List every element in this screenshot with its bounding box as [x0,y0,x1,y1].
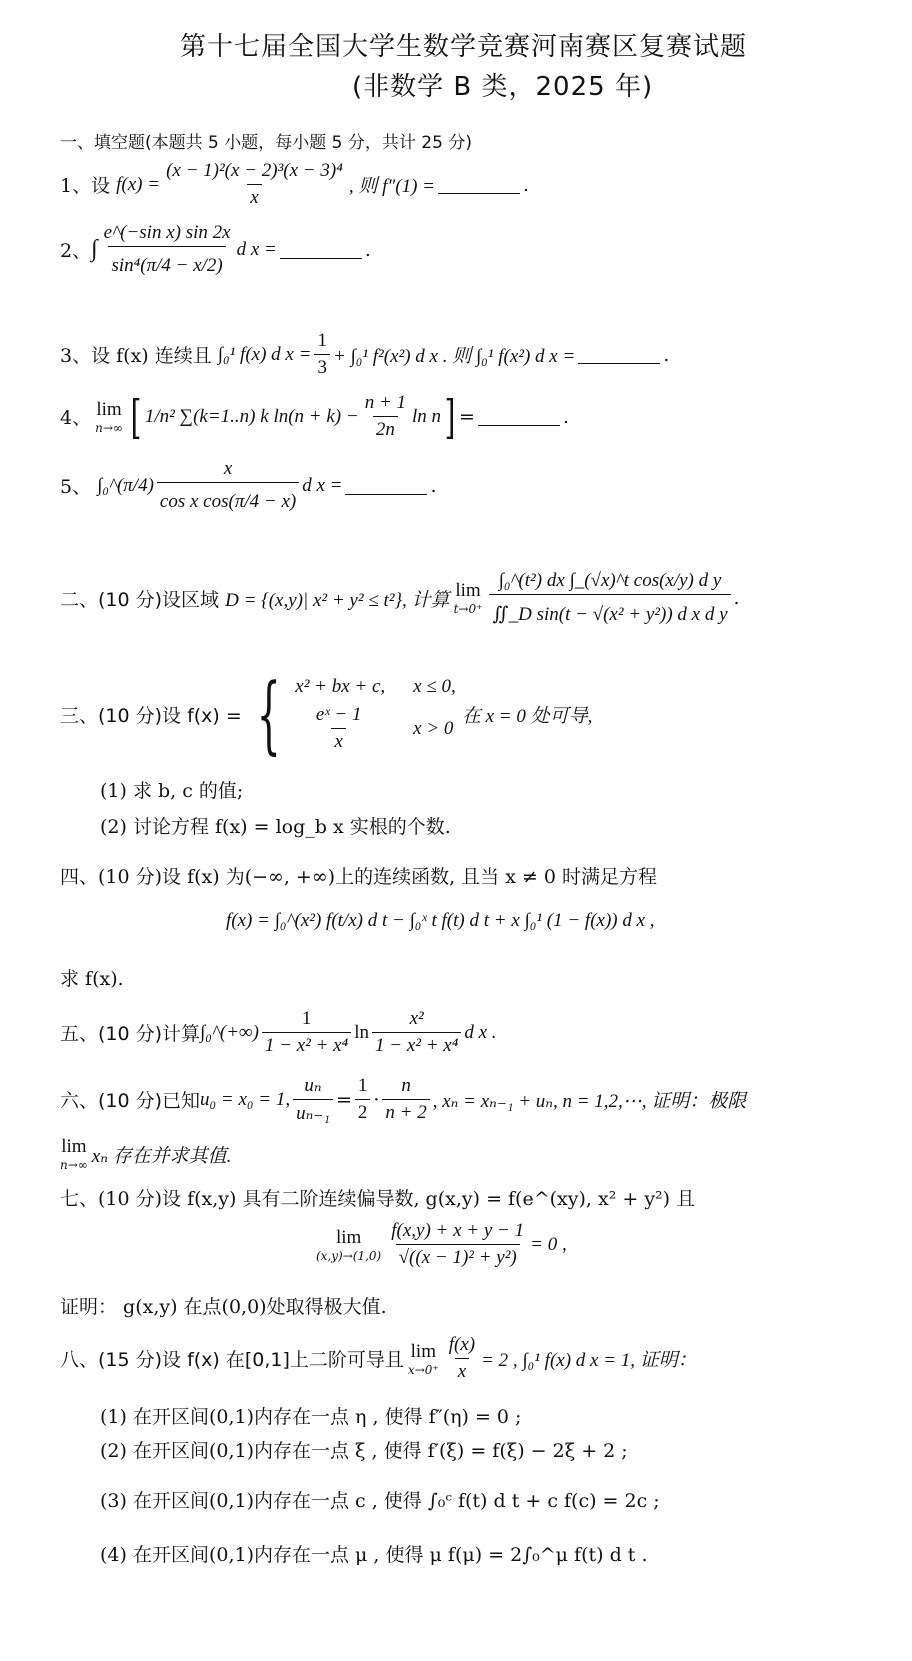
question-3: 3、设 f(x) 连续且 ∫₀¹ f(x) d x = $\frac{1}{3}$ + ∫₀¹ f²(x²) d x . 则 ∫₀¹ f(x²) d x = . [60,330,670,378]
answer-blank-4 [478,407,560,426]
lim-text: lim [410,1340,436,1362]
s6-text-b: , xₙ = xₙ₋₁ + uₙ, n = 1,2,⋯, 证明：极限 [432,1091,747,1112]
q1-denominator: x [247,184,261,209]
s6-fraction-1 [293,1074,333,1125]
q5-tail: d x = [302,474,343,496]
s8-part-1: (1) 在开区间(0,1)内存在一点 η , 使得 f″(η) = 0 ; [100,1406,522,1428]
s8-limit [408,1341,439,1377]
q2-label: 2、 [60,240,92,262]
s6-limit [60,1136,88,1172]
s5-label: 五、(10 分)计算 [60,1023,201,1045]
q3-frac-den: 3 [314,354,330,379]
lim-subscript: n→∞ [95,420,123,435]
question-section-5 [60,1008,497,1057]
s7-tail: = 0 , [530,1233,567,1255]
s8-fraction [446,1334,478,1383]
s6-fraction-2 [355,1075,371,1124]
s5-frac2-den: 1 − x² + x⁴ [372,1032,461,1057]
section-heading-1: 一、填空题(本题共 5 小题，每小题 5 分，共计 25 分) [60,133,472,153]
question-1: 1、设 f(x) = $\frac{\text{(x − 1)²(x − 2)³(x − 3)⁴}}{x}$ , 则 f″(1) = . [60,160,530,208]
s3-tail: 在 x = 0 处可导, [461,706,593,727]
s5-frac1-den: 1 − x² + x⁴ [262,1032,351,1057]
s5-tail: d x . [464,1021,497,1043]
lim-subscript: (x,y)→(1,0) [316,1248,382,1263]
answer-blank-3 [578,345,660,364]
s2-domain: D = {(x,y)| x² + y² ≤ t²}, 计算 [225,589,450,611]
q5-label: 5、 [60,476,92,498]
q5-denominator: cos x cos(π/4 − x) [157,482,299,513]
case2-den: x [331,728,345,753]
s6-frac2-den: 2 [355,1099,371,1124]
s6-frac1-den: uₙ₋₁ [293,1099,333,1125]
lim-text: lim [335,1226,362,1248]
q4-frac-num: n + 1 [364,392,407,413]
case1-cond: x ≤ 0, [413,676,456,697]
q4-fraction [362,392,409,441]
q5-numerator: x [223,458,233,479]
lim-subscript: n→∞ [60,1158,88,1172]
s4-ask: 求 f(x). [60,968,124,990]
lim-subscript: t→0⁺ [453,602,483,616]
s6-eq: = [335,1088,352,1111]
integral-symbol: ∫ [91,236,98,262]
s6-frac1-num: uₙ [304,1075,322,1096]
s3-label: 三、(10 分)设 f(x) = [60,705,242,727]
case1-expr: x² + bx + c, [295,676,386,697]
case2-num: eˣ − 1 [315,704,362,725]
q3-frac-num: 1 [317,330,327,351]
s6-frac3-num: n [401,1075,411,1096]
s5-frac1-num: 1 [301,1008,312,1029]
question-section-7: 七、(10 分)设 f(x,y) 具有二阶连续偏导数, g(x,y) = f(e^(xy), x² + y²) 且 [60,1188,696,1210]
q4-limit [95,399,123,435]
s2-limit [454,580,483,616]
s6-fraction-3 [382,1075,429,1124]
q5-fraction [157,458,299,513]
question-section-3 [60,664,593,763]
s8-part-3: (3) 在开区间(0,1)内存在一点 c , 使得 ∫₀ᶜ f(t) d t + c f(c) = 2c ; [100,1490,660,1512]
q5-integral: ∫₀^(π/4) [97,474,154,496]
question-4: 4、 lim n→∞ [ 1/n² ∑(k=1..n) k ln(n + k) − $\frac{n + 1}{2n}$ ln n ] = . [60,389,569,444]
case2-fraction [295,704,382,753]
q1-fx: f(x) = [116,173,161,195]
s2-tail: . [733,587,740,609]
s5-fraction-1 [262,1008,351,1057]
question-section-4: 四、(10 分)设 f(x) 为(−∞, +∞)上的连续函数, 且当 x ≠ 0 时满足方程 [60,866,658,888]
piecewise-cases [295,676,456,753]
q3-lhs: ∫₀¹ f(x) d x = [217,343,312,365]
s4-equation: f(x) = ∫₀^(x²) f(t/x) d t − ∫₀ˣ t f(t) d t + x ∫₀¹ (1 − f(x)) d x , [226,910,655,931]
lim-text: lim [96,398,122,420]
s7-fraction [388,1220,527,1269]
q2-tail: d x = [236,238,277,260]
s5-integral: ∫₀^(+∞) [200,1021,259,1043]
q1-label: 1、设 [60,175,111,197]
s3-part-2: (2) 讨论方程 f(x) = log_b x 实根的个数. [100,816,451,838]
s6-dot: · [373,1088,380,1111]
lim-text: lim [61,1136,87,1157]
q4-label: 4、 [60,407,92,429]
case2-cond: x > 0 [413,717,454,739]
question-section-8 [60,1334,697,1383]
s8-label: 八、(15 分)设 f(x) 在[0,1]上二阶可导且 [60,1349,404,1371]
q4-tail: = [459,405,475,428]
q4-body-a: 1/n² ∑(k=1..n) k ln(n + k) − [144,405,359,427]
s6-line2-text: xₙ 存在并求其值. [91,1145,232,1167]
q2-denominator: sin⁴(π/4 − x/2) [108,246,225,277]
s2-label: 二、(10 分)设区域 [60,588,220,611]
s6-label: 六、(10 分)已知 [60,1090,201,1112]
s2-numerator: ∫₀^(t²) dx ∫_(√x)^t cos(x/y) d y [498,570,722,591]
s8-part-2: (2) 在开区间(0,1)内存在一点 ξ , 使得 f′(ξ) = f(ξ) − 2ξ + 2 ; [100,1440,628,1462]
s6-text-a: u₀ = x₀ = 1, [200,1088,291,1110]
s6-line-2 [60,1136,231,1172]
q3-label: 3、设 f(x) 连续且 [60,345,212,367]
q4-body-b: ln n [412,405,442,427]
page-subtitle: (非数学 B 类，2025 年) [352,72,654,102]
lim-subscript: x→0⁺ [407,1362,439,1377]
q1-fraction [163,160,346,209]
s5-frac2-num: x² [409,1008,424,1029]
s7-limit-equation [312,1220,567,1269]
question-5: 5、 ∫₀^(π/4) $\frac{x}{\text{cos x cos(π/4 − x)}}$ d x = . [60,458,437,512]
q3-fraction [314,330,330,379]
s6-frac2-num: 1 [357,1075,368,1096]
s7-denominator: √((x − 1)² + y²) [396,1244,520,1269]
s2-fraction [489,570,730,626]
s7-prove: 证明： g(x,y) 在点(0,0)处取得极大值. [60,1296,387,1318]
question-2: 2、 ∫ $\frac{\text{e\textasciicircum{}(−sin x) sin 2x}}{\text{sin⁴(π/4 − x/2)}}$ d x = . [60,222,371,276]
answer-blank-2 [280,240,362,259]
page-title: 第十七届全国大学生数学竞赛河南赛区复赛试题 [180,32,748,62]
q2-numerator: e^(−sin x) sin 2x [103,222,231,243]
s8-tail: = 2 , ∫₀¹ f(x) d x = 1, 证明： [481,1350,697,1371]
s8-numerator: f(x) [448,1334,476,1355]
s2-denominator: ∬_D sin(t − √(x² + y²)) d x d y [489,594,730,626]
s8-denominator: x [455,1358,469,1383]
q1-tail: , 则 f″(1) = [348,176,435,197]
s8-part-4: (4) 在开区间(0,1)内存在一点 μ , 使得 μ f(μ) = 2∫₀^μ f(t) d t . [100,1544,648,1566]
s7-limit [316,1227,381,1263]
q2-fraction [101,222,234,277]
s6-frac3-den: n + 2 [382,1099,429,1124]
q1-numerator: (x − 1)²(x − 2)³(x − 3)⁴ [166,160,343,181]
lim-text: lim [455,580,481,601]
left-brace: { [256,664,281,763]
q4-frac-den: 2n [373,416,398,441]
s5-fraction-2 [372,1008,461,1057]
answer-blank-5 [345,476,427,495]
s3-part-1: (1) 求 b, c 的值; [100,780,244,802]
question-section-6 [60,1074,746,1125]
s7-numerator: f(x,y) + x + y − 1 [391,1220,525,1241]
answer-blank-1 [438,175,520,194]
q3-rhs: + ∫₀¹ f²(x²) d x . 则 ∫₀¹ f(x²) d x = [332,346,576,367]
question-section-2 [60,570,740,626]
s5-ln: ln [354,1021,369,1043]
